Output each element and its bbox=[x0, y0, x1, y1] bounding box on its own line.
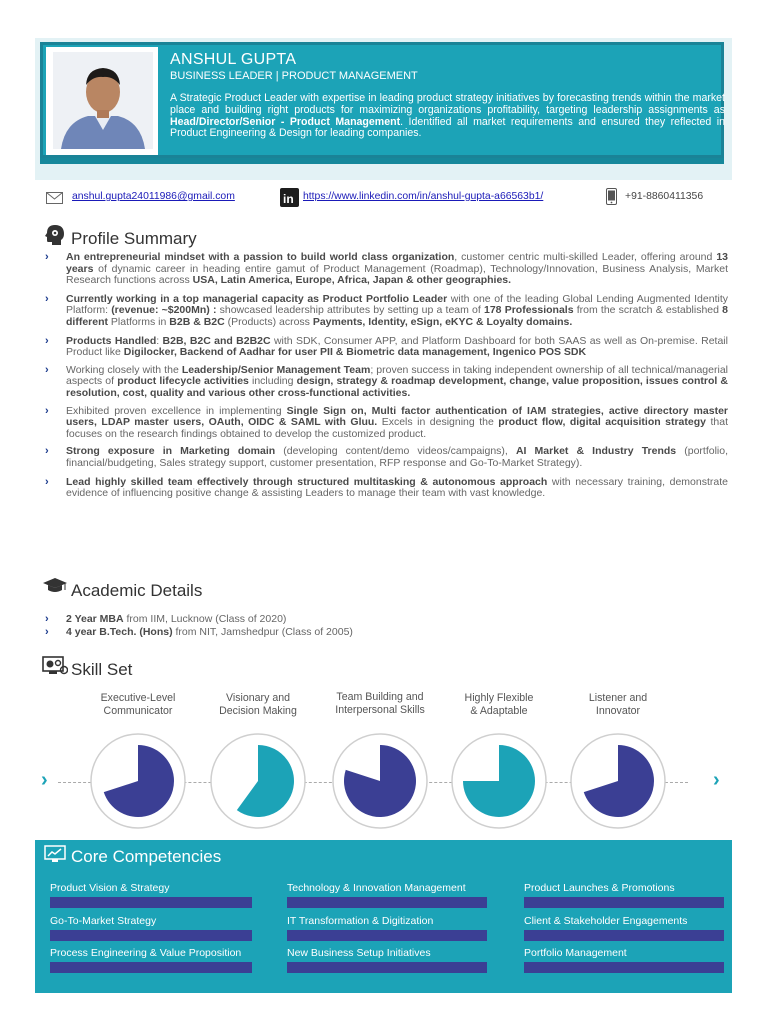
skill-level-circle bbox=[567, 730, 669, 832]
skill-label: Executive-Level Communicator bbox=[100, 692, 176, 717]
graduation-cap-icon bbox=[43, 578, 67, 599]
skill-label: Team Building and Interpersonal Skills bbox=[335, 691, 425, 716]
bullet-arrow-icon: › bbox=[45, 626, 49, 638]
header-strip bbox=[40, 158, 724, 164]
skill-label: Highly Flexible & Adaptable bbox=[464, 692, 534, 717]
competency-item: Process Engineering & Value Proposition bbox=[50, 947, 242, 959]
bullet-arrow-icon: › bbox=[45, 475, 49, 488]
skill-level-circle bbox=[87, 730, 189, 832]
person-title: BUSINESS LEADER | PRODUCT MANAGEMENT bbox=[170, 70, 418, 82]
linkedin-icon[interactable] bbox=[280, 188, 299, 212]
profile-summary-list bbox=[45, 252, 728, 500]
email-line bbox=[72, 191, 235, 202]
bullet-arrow-icon: › bbox=[45, 363, 49, 376]
svg-text:in: in bbox=[283, 192, 294, 206]
competency-bar bbox=[524, 930, 724, 941]
profile-bullet: › Exhibited proven excellence in implementing Single Sign on, Multi factor authentication of IAM strategies, active directory master users, LDAP master users, OAuth, OIDC & SAML with Gluu. Excels in designing the product flow, digital acquisition strategy that focuses on the research findings obtained to develop the customized product. bbox=[45, 404, 728, 440]
person-name: ANSHUL GUPTA bbox=[170, 51, 297, 68]
competency-bar bbox=[524, 962, 724, 973]
bullet-arrow-icon: › bbox=[45, 445, 49, 458]
competency-item: Portfolio Management bbox=[524, 947, 627, 959]
academic-details-title: Academic Details bbox=[71, 581, 203, 600]
profile-bullet: › Working closely with the Leadership/Senior Management Team; proven success in taking independent ownership of all technical/managerial aspects of product lifecycle activities including design, strategy & roadmap development, change, value proposition, issues control & resolution, cost, quality and various other cross-functional activities. bbox=[45, 363, 728, 399]
email-link[interactable]: anshul.gupta24011986@gmail.com bbox=[72, 191, 235, 202]
profile-bullet: › Lead highly skilled team effectively through structured multitasking & autonomous approach with necessary training, demonstrate evidence of influencing positive change & assisting Leaders to manage their team with vast knowledge. bbox=[45, 475, 728, 500]
profile-bullet: › Currently working in a top managerial capacity as Product Portfolio Leader with one of the leading Global Lending Augmented Identity Platform: (revenue: ~$200Mn) : showcased leadership attributes by setting up a team of 178 Professionals from the scratch & established 8 different Platforms in B2B & B2C (Products) across Payments, Identity, eSign, eKYC & Loyalty domains. bbox=[45, 292, 729, 328]
skill-label: Listener and Innovator bbox=[588, 692, 648, 717]
competency-item: Product Vision & Strategy bbox=[50, 882, 170, 894]
competency-item: IT Transformation & Digitization bbox=[287, 915, 434, 927]
phone-number: +91-8860411356 bbox=[625, 191, 704, 202]
competency-bar bbox=[524, 897, 724, 908]
bullet-arrow-icon: › bbox=[45, 404, 49, 417]
bullet-arrow-icon: › bbox=[45, 292, 49, 305]
profile-photo bbox=[53, 52, 153, 149]
intro-summary: A Strategic Product Leader with expertise in leading product strategy initiatives by forecasting trends within the market place and building right products for maximizing organizations profitability, targeting leadership assignments as Head/Director/Senior - Product Management. Identified all market requirements and ensured they reflected in Product Engineering & Design for leading companies. bbox=[170, 92, 725, 140]
competency-bar bbox=[50, 962, 252, 973]
skill-level-circle bbox=[329, 730, 431, 832]
bullet-arrow-icon: › bbox=[45, 613, 49, 625]
bullet-arrow-icon: › bbox=[45, 251, 49, 263]
profile-bullet: › Products Handled: B2B, B2C and B2B2C with SDK, Consumer APP, and Platform Dashboard for both SAAS as well as On-premise. Retail Product like Digilocker, Backend of Aadhar for user PII & Biometric data management, Ingenico POS SDK bbox=[45, 334, 728, 359]
monitor-chart-icon bbox=[44, 845, 66, 868]
linkedin-link[interactable]: https://www.linkedin.com/in/anshul-gupta-a66563b1/ bbox=[303, 191, 544, 202]
profile-summary-title: Profile Summary bbox=[71, 229, 197, 248]
competency-bar bbox=[50, 897, 252, 908]
competency-item: Product Launches & Promotions bbox=[524, 882, 675, 894]
skill-label: Visionary and Decision Making bbox=[219, 692, 297, 717]
skill-flow-start-chevron: › bbox=[41, 769, 48, 791]
academic-item: › 4 year B.Tech. (Hons) from NIT, Jamshedpur (Class of 2005) bbox=[45, 626, 353, 638]
competency-bar bbox=[50, 930, 252, 941]
skill-level-circle bbox=[448, 730, 550, 832]
skill-set-title: Skill Set bbox=[71, 660, 133, 679]
competency-item: Client & Stakeholder Engagements bbox=[524, 915, 688, 927]
academic-list bbox=[45, 613, 728, 639]
profile-bullet: › Strong exposure in Marketing domain (developing content/demo videos/campaigns), AI Market & Industry Trends (portfolio, financial/budgeting, Sales strategy support, customer presentation, RFP response and Go-To-Market Strategy). bbox=[45, 445, 729, 469]
academic-item: › 2 Year MBA from IIM, Lucknow (Class of 2020) bbox=[45, 613, 287, 625]
competency-bar bbox=[287, 897, 487, 908]
mail-icon bbox=[46, 191, 63, 209]
phone-icon bbox=[606, 188, 617, 210]
head-gears-icon bbox=[44, 224, 66, 251]
intro-target-role: Head/Director/Senior - Product Management bbox=[170, 115, 401, 128]
competency-item: Go-To-Market Strategy bbox=[50, 915, 157, 927]
competency-item: New Business Setup Initiatives bbox=[287, 947, 431, 959]
skills-icon bbox=[42, 655, 68, 682]
linkedin-line bbox=[303, 191, 543, 202]
skill-flow-end-chevron: › bbox=[713, 769, 720, 791]
core-competencies-title: Core Competencies bbox=[71, 847, 222, 866]
profile-bullet: › An entrepreneurial mindset with a passion to build world class organization, customer centric multi-skilled Leader, offering around 13 years of dynamic career in heading entire gamut of Product Management (Roadmap), Technology/Innovation, Business Analysis, Market Research functions across USA, Latin America, Europe, Africa, Japan & other geographies. bbox=[45, 251, 728, 287]
competency-bar bbox=[287, 962, 487, 973]
skill-level-circle bbox=[207, 730, 309, 832]
bullet-arrow-icon: › bbox=[45, 334, 49, 347]
competency-item: Technology & Innovation Management bbox=[287, 882, 466, 894]
competency-bar bbox=[287, 930, 487, 941]
